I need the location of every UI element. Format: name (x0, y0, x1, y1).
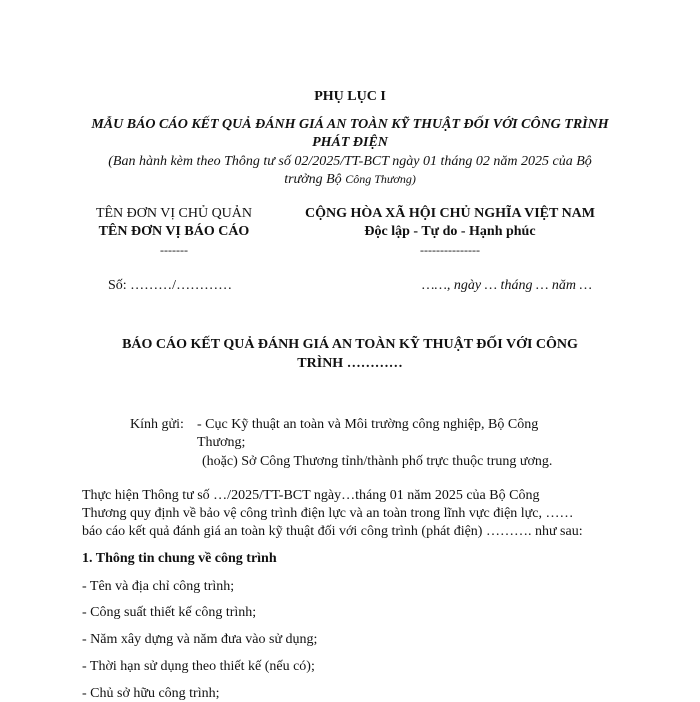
section1-item: - Công suất thiết kế công trình; (82, 605, 257, 620)
appendix-note-line1: (Ban hành kèm theo Thông tư số 02/2025/TT-BCT ngày 01 tháng 02 năm 2025 của Bộ (108, 154, 592, 169)
appendix-note-line2a: trưởng Bộ (284, 172, 346, 187)
section1-heading: 1. Thông tin chung về công trình (82, 551, 277, 566)
reference-number: Số: ………/………… (108, 278, 233, 293)
section1-item: - Tên và địa chỉ công trình; (82, 579, 235, 594)
recipient-line1: - Cục Kỹ thuật an toàn và Môi trường công nghiệp, Bộ Công (197, 417, 539, 432)
section1-item: - Năm xây dựng và năm đưa vào sử dụng; (82, 632, 318, 647)
appendix-title: PHỤ LỤC I (314, 89, 386, 104)
appendix-note-line2 (0, 172, 700, 188)
appendix-subtitle-line1: MẪU BÁO CÁO KẾT QUẢ ĐÁNH GIÁ AN TOÀN KỸ THUẬT ĐỐI VỚI CÔNG TRÌNH (91, 117, 609, 132)
report-title-line1: BÁO CÁO KẾT QUẢ ĐÁNH GIÁ AN TOÀN KỸ THUẬT ĐỐI VỚI CÔNG (122, 337, 578, 352)
intro-line1: Thực hiện Thông tư số …/2025/TT-BCT ngày…tháng 01 năm 2025 của Bộ Công (82, 488, 540, 503)
recipient-line2: Thương; (197, 435, 246, 450)
intro-line2: Thương quy định về bảo vệ công trình điện lực và an toàn trong lĩnh vực điện lực, …… (82, 506, 574, 521)
date-line: ……, ngày … tháng … năm … (422, 278, 592, 293)
parent-organization-name: TÊN ĐƠN VỊ CHỦ QUẢN (95, 206, 253, 221)
right-header-rule: --------------- (420, 243, 480, 257)
report-title-line2: TRÌNH ………… (297, 356, 403, 371)
section1-item: - Thời hạn sử dụng theo thiết kế (nếu có); (82, 659, 315, 674)
appendix-note-line2b: Công Thương) (345, 172, 416, 186)
section1-item: - Chủ sở hữu công trình; (82, 686, 220, 701)
recipient-line3: (hoặc) Sở Công Thương tỉnh/thành phố trực thuộc trung ương. (202, 454, 553, 469)
national-motto: Độc lập - Tự do - Hạnh phúc (364, 224, 536, 239)
national-title: CỘNG HÒA XÃ HỘI CHỦ NGHĨA VIỆT NAM (304, 206, 595, 221)
intro-line3: báo cáo kết quả đánh giá an toàn kỹ thuật đối với công trình (phát điện) ………. như sau: (82, 524, 583, 539)
recipients-label: Kính gửi: (130, 417, 184, 432)
reporting-unit-name: TÊN ĐƠN VỊ BÁO CÁO (98, 224, 250, 239)
left-header-rule: ------- (160, 243, 188, 257)
appendix-subtitle-line2: PHÁT ĐIỆN (312, 135, 388, 150)
